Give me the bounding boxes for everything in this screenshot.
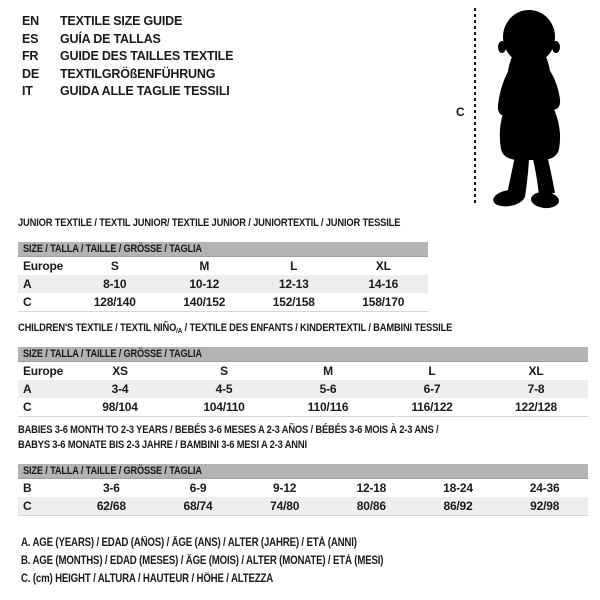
cell: 110/116 bbox=[307, 400, 349, 414]
children-table-title bbox=[18, 321, 452, 338]
language-code: FR bbox=[22, 49, 39, 63]
table-row bbox=[18, 497, 588, 515]
row-label: A bbox=[23, 382, 32, 396]
child-silhouette-icon bbox=[483, 9, 579, 209]
language-label: GUIDE DES TAILLES TEXTILE bbox=[60, 49, 234, 63]
height-measure-line bbox=[474, 8, 476, 206]
babies-title-line2: BABYS 3-6 MONATE BIS 2-3 JAHRE / BAMBINI 3-6 MESI A 2-3 ANNI bbox=[18, 439, 307, 451]
cell: XS bbox=[112, 364, 128, 378]
language-row bbox=[22, 48, 233, 66]
size-header-label: SIZE / TALLA / TAILLE / GRÖSSE / TAGLIA bbox=[23, 348, 202, 360]
table-row bbox=[18, 275, 428, 293]
cell: 24-36 bbox=[529, 481, 560, 495]
cell: L bbox=[428, 364, 436, 378]
cell: L bbox=[290, 259, 298, 273]
cell: 18-24 bbox=[443, 481, 473, 495]
language-code: IT bbox=[22, 84, 33, 98]
size-header-row bbox=[18, 347, 588, 362]
cell: XL bbox=[375, 259, 391, 273]
cell: 68/74 bbox=[183, 499, 213, 513]
language-row bbox=[22, 31, 233, 49]
cell: 104/110 bbox=[203, 400, 245, 414]
size-header-label: SIZE / TALLA / TAILLE / GRÖSSE / TAGLIA bbox=[23, 465, 202, 477]
legend-line-b: B. AGE (MONTHS) / EDAD (MESES) / ÂGE (MOIS) / ALTER (MONATE) / ETÀ (MESI) bbox=[21, 555, 384, 567]
language-label: TEXTILE SIZE GUIDE bbox=[60, 14, 183, 28]
children-title-text: CHILDREN'S TEXTILE / TEXTIL NIÑO bbox=[18, 322, 177, 334]
size-header-row bbox=[18, 464, 588, 479]
language-code: EN bbox=[22, 14, 39, 28]
language-row bbox=[22, 66, 233, 84]
cell: 14-16 bbox=[368, 277, 399, 291]
table-row bbox=[18, 293, 428, 311]
cell: 86/92 bbox=[443, 499, 473, 513]
size-header-row bbox=[18, 242, 428, 257]
cell: 74/80 bbox=[270, 499, 300, 513]
cell: 62/68 bbox=[96, 499, 126, 513]
row-label: Europe bbox=[23, 259, 64, 273]
table-row bbox=[18, 257, 428, 275]
cell: S bbox=[110, 259, 119, 273]
measurement-legend bbox=[21, 534, 452, 588]
row-label: Europe bbox=[23, 364, 64, 378]
language-row bbox=[22, 13, 233, 31]
language-label: TEXTILGRÖßENFÜHRUNG bbox=[60, 66, 216, 81]
babies-size-table bbox=[18, 464, 588, 516]
junior-table-title: JUNIOR TEXTILE / TEXTIL JUNIOR/ TEXTILE JUNIOR / JUNIORTEXTIL / JUNIOR TESSILE bbox=[18, 217, 401, 229]
cell: 9-12 bbox=[273, 481, 297, 495]
size-header-label: SIZE / TALLA / TAILLE / GRÖSSE / TAGLIA bbox=[23, 243, 202, 255]
height-measure-label: C bbox=[456, 105, 465, 119]
cell: 6-9 bbox=[189, 481, 207, 495]
cell: 122/128 bbox=[515, 400, 557, 414]
cell: 12-18 bbox=[356, 481, 387, 495]
cell: M bbox=[199, 259, 210, 273]
language-label: GUIDA ALLE TAGLIE TESSILI bbox=[60, 84, 230, 98]
language-code: ES bbox=[22, 31, 39, 46]
cell: S bbox=[220, 364, 228, 378]
children-title-text: / TEXTILE DES ENFANTS / KINDERTEXTIL / BAMBINI TESSILE bbox=[182, 322, 453, 334]
cell: 152/158 bbox=[272, 295, 315, 309]
row-label: C bbox=[23, 400, 32, 414]
cell: 158/170 bbox=[362, 295, 405, 309]
cell: 128/140 bbox=[93, 295, 136, 309]
cell: 140/152 bbox=[183, 295, 226, 309]
cell: 116/122 bbox=[411, 400, 453, 414]
cell: 3-4 bbox=[111, 382, 129, 396]
cell: 3-6 bbox=[102, 481, 120, 495]
cell: 8-10 bbox=[103, 277, 127, 291]
row-label: C bbox=[23, 295, 32, 309]
language-row bbox=[22, 83, 233, 101]
cell: 7-8 bbox=[527, 382, 545, 396]
children-title-subscript: /A bbox=[176, 326, 183, 335]
table-row bbox=[18, 398, 588, 416]
cell: 12-13 bbox=[278, 277, 309, 291]
cell: M bbox=[323, 364, 333, 378]
babies-title-line1: BABIES 3-6 MONTH TO 2-3 YEARS / BEBÉS 3-6 MESES A 2-3 AÑOS / BÉBÉS 3-6 MOIS À 2-3 ANS / bbox=[18, 424, 439, 436]
language-label: GUÍA DE TALLAS bbox=[60, 31, 161, 46]
table-row bbox=[18, 479, 588, 497]
cell: 80/86 bbox=[356, 499, 386, 513]
table-row bbox=[18, 380, 588, 398]
babies-table-title bbox=[18, 423, 438, 453]
row-label: A bbox=[23, 277, 32, 291]
cell: 98/104 bbox=[102, 400, 138, 414]
table-row bbox=[18, 362, 588, 380]
cell: XL bbox=[528, 364, 544, 378]
legend-line-a: A. AGE (YEARS) / EDAD (AÑOS) / ÂGE (ANS) / ALTER (JAHRE) / ETÀ (ANNI) bbox=[21, 537, 357, 549]
junior-size-table bbox=[18, 242, 428, 312]
children-size-table bbox=[18, 347, 588, 417]
cell: 92/98 bbox=[530, 499, 560, 513]
legend-line-c: C. (cm) HEIGHT / ALTURA / HAUTEUR / HÖHE / ALTEZZA bbox=[21, 573, 274, 585]
language-list bbox=[22, 13, 233, 101]
cell: 10-12 bbox=[189, 277, 220, 291]
language-code: DE bbox=[22, 66, 39, 81]
row-label: B bbox=[23, 481, 32, 495]
cell: 4-5 bbox=[215, 382, 233, 396]
cell: 5-6 bbox=[319, 382, 337, 396]
row-label: C bbox=[23, 499, 32, 513]
cell: 6-7 bbox=[423, 382, 441, 396]
